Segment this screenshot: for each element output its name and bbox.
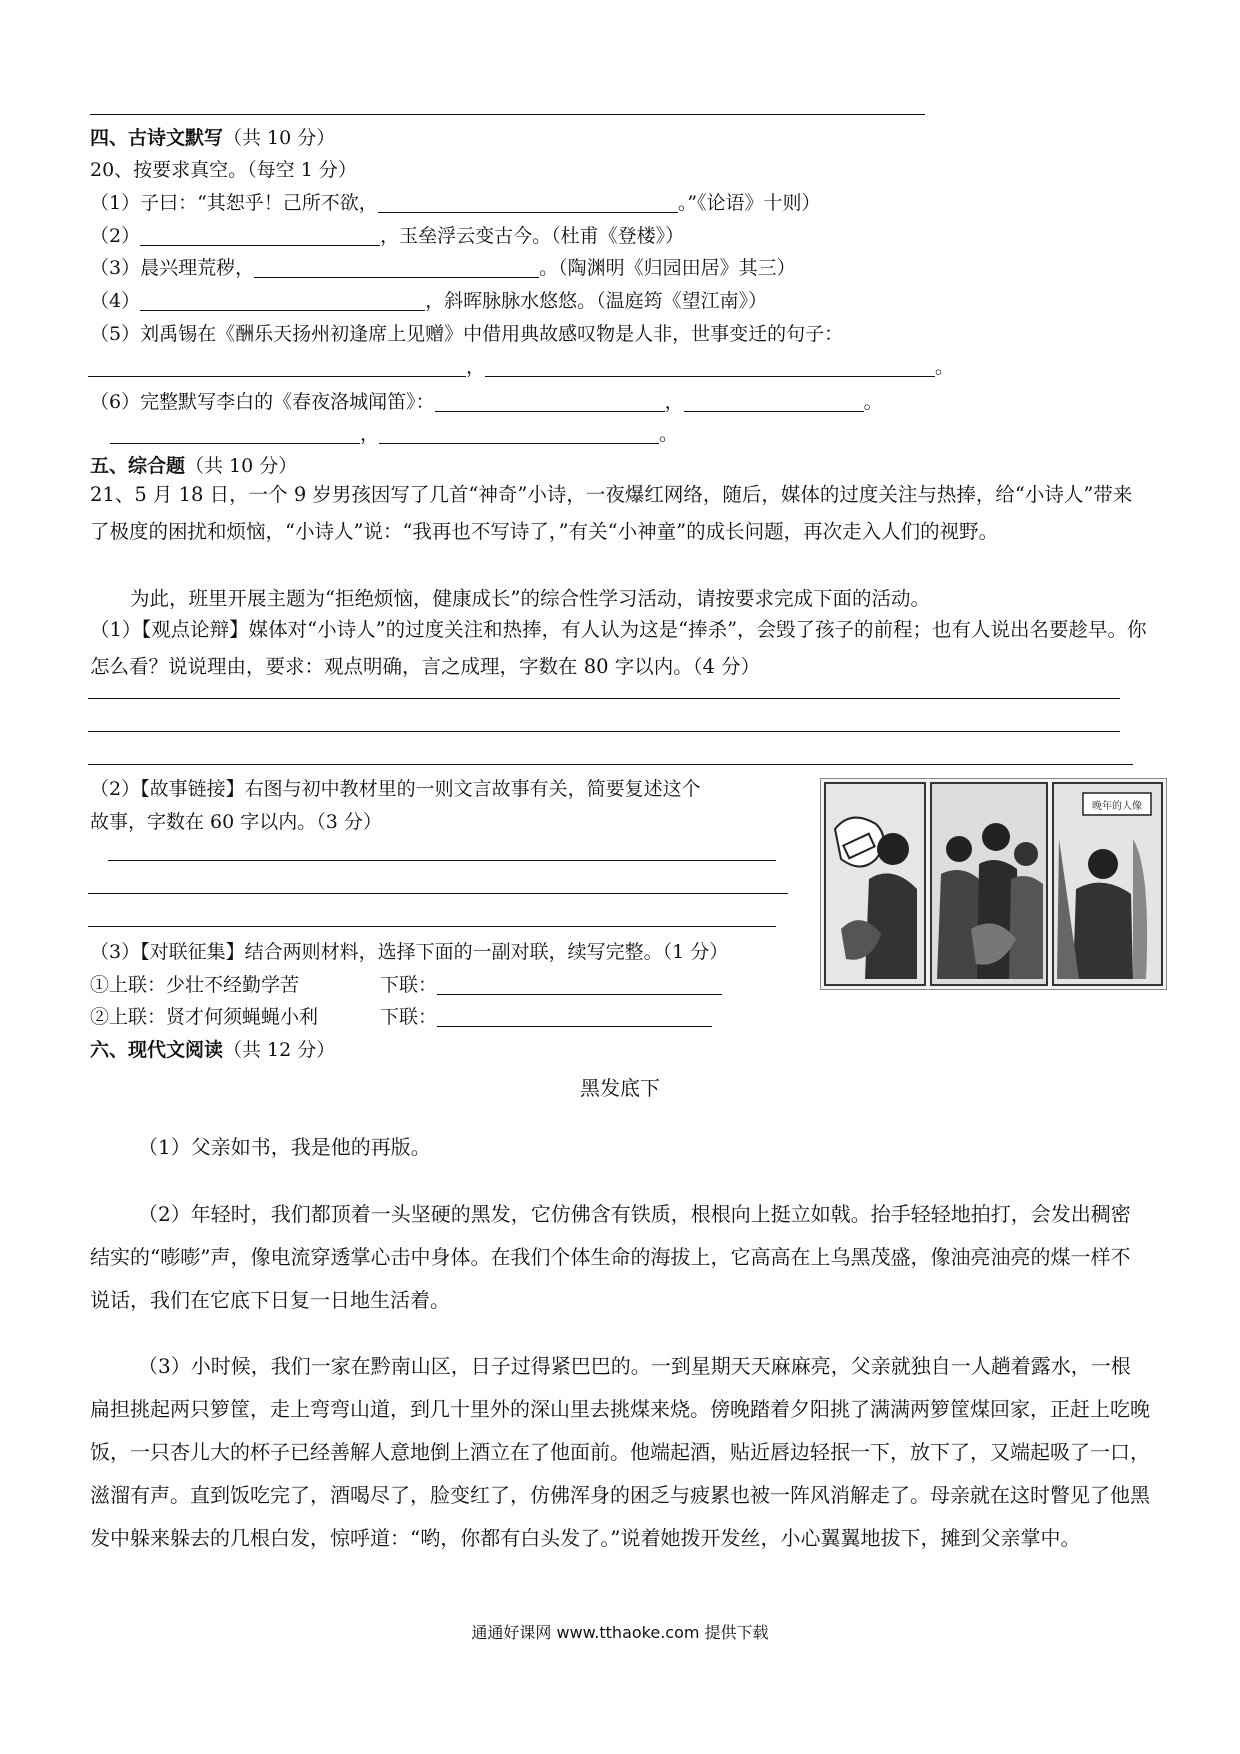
couplet-1 [90,971,722,999]
q20-6-comma: ， [664,391,684,413]
q21-1-answer-line-2[interactable] [88,731,1120,732]
q20-4 [90,287,767,315]
q20-5: （5）刘禹锡在《酬乐天扬州初逢席上见赠》中借用典故感叹物是人非，世事变迁的句子： [90,323,844,345]
couplet-1-upper: ①上联：少壮不经勤学苦 [90,974,300,996]
q21-paragraph: 21、5 月 18 日，一个 9 岁男孩因写了几首“神奇”小诗，一夜爆红网络，随后，媒体的过度关注与热捧，给“小诗人”带来了极度的困扰和烦恼，“小诗人”说：“我再也不写诗了，”有关“小神童”的成长问题，再次走入人们的视野。 [90,483,1133,543]
q20-6-blank-1[interactable] [435,391,665,412]
q21-activity-intro: 为此，班里开展主题为“拒绝烦恼，健康成长”的综合性学习活动，请按要求完成下面的活动。 [130,587,930,610]
q20-1-text: （1）子曰：“其恕乎！己所不欲， [90,192,378,214]
couplet-2 [90,1003,712,1031]
q20-5-period: 。 [935,356,955,378]
article-paragraph-3: （3）小时候，我们一家在黔南山区，日子过得紧巴巴的。一到星期天天麻麻亮，父亲就独自一人趟着露水，一根扁担挑起两只箩筐，走上弯弯山道，到几十里外的深山里去挑煤来烧。傍晚踏着夕阳挑了满满两箩筐煤回家，正赶上吃晚饭，一只杏儿大的杯子已经善解人意地倒上酒立在了他面前。他端起酒，贴近唇边轻抿一下，放下了，又端起吸了一口，滋溜有声。直到饭吃完了，酒喝尽了，脸变红了，仿佛浑身的困乏与疲累也被一阵风消解走了。母亲就在这时瞥见了他黑发中躲来躲去的几根白发，惊呼道：“哟，你都有白头发了。”说着她拨开发丝，小心翼翼地拔下，摊到父亲掌中。 [90,1354,1150,1550]
couplet-2-lower-blank[interactable] [437,1006,712,1027]
article-title: 黑发底下 [580,1076,660,1100]
q20-6 [90,388,883,416]
q20-6-period: 。 [863,391,883,413]
q20-6-blank-4[interactable] [379,423,659,444]
story-comic-image [820,778,1167,990]
section6-heading-line [90,1036,335,1064]
section4-heading: 四、古诗文默写 [90,127,224,149]
q20-4-blank[interactable] [140,290,425,311]
q20-1-blank[interactable] [378,192,678,213]
q20-4-text: ，斜晖脉脉水悠悠。（温庭筠《望江南》） [425,290,768,312]
couplet-2-lower-label: 下联： [380,1006,438,1028]
section4-heading-line [90,124,335,152]
q21-2-answer-line-3[interactable] [88,926,776,927]
q20-2 [90,222,684,250]
article-paragraph-1: （1）父亲如书，我是他的再版。 [138,1135,431,1159]
q21-1-answer-line-1[interactable] [88,698,1120,699]
q20-6-blank-2[interactable] [684,391,864,412]
section6-score: （共 12 分） [223,1039,336,1061]
page-footer: 通通好课网 www.tthaoke.com 提供下载 [471,1623,769,1642]
q20-2-text: ，玉垒浮云变古今。（杜甫《登楼》） [380,225,685,247]
section5-score: （共 10 分） [185,455,298,477]
q20-6-period-2: 。 [659,423,679,445]
comic-caption: 晚年的人像 [1092,801,1142,812]
q20-4-num: （4） [90,290,141,312]
q21-2-answer-line-1[interactable] [108,860,776,861]
q21-2-prompt-line2: 故事，字数在 60 字以内。（3 分） [90,811,382,833]
couplet-2-upper: ②上联：贤才何须蝇蝇小利 [90,1006,319,1028]
q20-6-blank-3[interactable] [110,423,360,444]
q21-3-prompt: （3）【对联征集】结合两则材料，选择下面的一副对联，续写完整。（1 分） [90,941,729,963]
q20-3 [90,254,796,282]
q20-1-source: 。”《论语》十则） [677,192,821,214]
q20-3-blank[interactable] [254,257,539,278]
q20-6-second-line [110,420,678,448]
q20-1 [90,189,821,217]
article-paragraph-2: （2）年轻时，我们都顶着一头坚硬的黑发，它仿佛含有铁质，根根向上挺立如戟。抬手轻轻地拍打，会发出稠密结实的“嘭嘭”声，像电流穿透掌心击中身体。在我们个体生命的海拔上，它高高在上乌黑茂盛，像油亮油亮的煤一样不说话，我们在它底下日复一日地生活着。 [90,1202,1131,1312]
top-rule [90,114,925,115]
q21-2-answer-line-2[interactable] [88,893,788,894]
q20-2-blank[interactable] [140,225,380,246]
q20-intro: 20、按要求真空。（每空 1 分） [90,159,357,181]
q20-5-blank-1[interactable] [88,356,466,377]
q20-3-source: 。（陶渊明《归园田居》其三） [539,257,796,279]
q20-6-text: （6）完整默写李白的《春夜洛城闻笛》： [90,391,435,413]
q21-2-prompt-line1: （2）【故事链接】右图与初中教材里的一则文言故事有关，简要复述这个 [90,778,701,800]
q20-2-num: （2） [90,225,141,247]
q20-5-answer-line [88,353,954,381]
comic-illustration-icon [821,779,1166,989]
section5-heading: 五、综合题 [90,455,186,477]
q20-5-comma: ， [466,356,486,378]
q21-1-prompt: （1）【观点论辩】媒体对“小诗人”的过度关注和热捧，有人认为这是“捧杀”，会毁了孩子的前程；也有人说出名要趁早。你怎么看？说说理由，要求：观点明确，言之成理，字数在 80 字以内。（4 分） [90,618,1147,678]
q21-1-answer-line-3[interactable] [88,764,1133,765]
q20-3-text: （3）晨兴理荒秽， [90,257,255,279]
q20-6-comma-2: ， [360,423,380,445]
section6-heading: 六、现代文阅读 [90,1039,224,1061]
couplet-1-lower-label: 下联： [380,974,438,996]
q20-5-blank-2[interactable] [485,356,935,377]
couplet-1-lower-blank[interactable] [437,974,722,995]
section4-score: （共 10 分） [223,127,336,149]
